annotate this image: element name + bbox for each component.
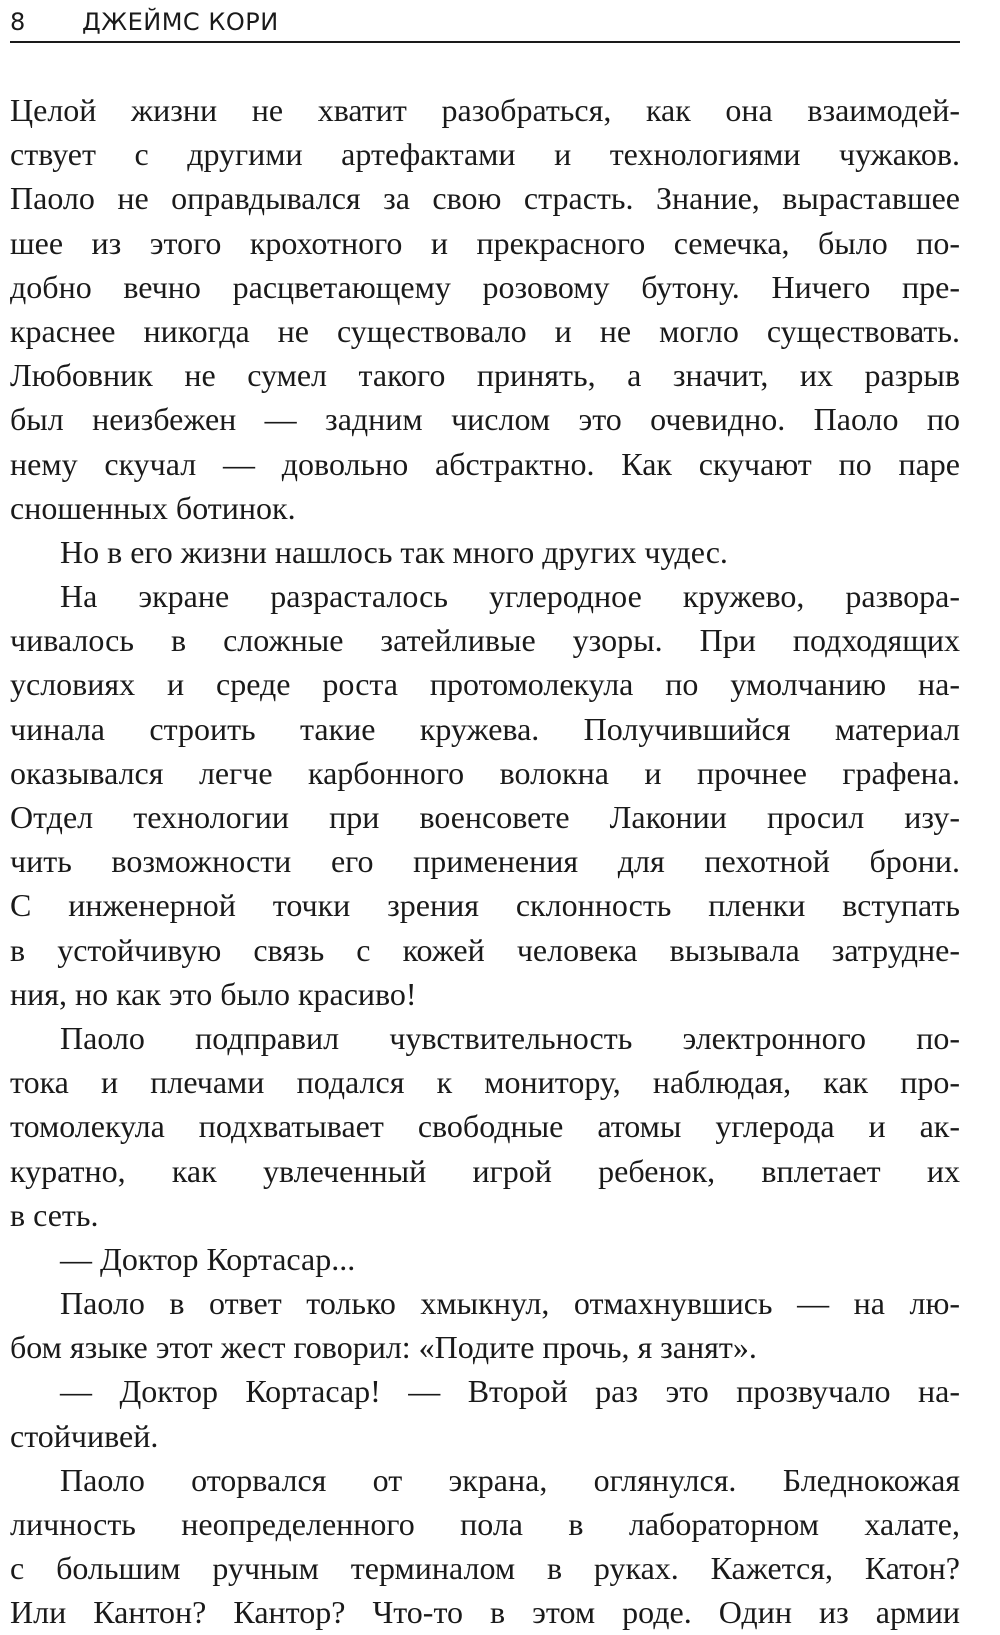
text-line: Паоло в ответ только хмыкнул, отмахнувшись — на лю- [60, 1285, 960, 1322]
text-line: был неизбежен — задним числом это очевидно. Паоло по [10, 401, 960, 438]
text-line: Любовник не сумел такого принять, а значит, их разрыв [10, 357, 960, 394]
text-line: — Доктор Кортасар... [60, 1240, 356, 1277]
body-text [10, 88, 960, 1635]
text-line: тока и плечами подался к монитору, наблюдая, как про- [10, 1064, 960, 1101]
text-line: условиях и среде роста протомолекула по умолчанию на- [10, 666, 960, 703]
text-line: Целой жизни не хватит разобраться, как она взаимодей- [10, 92, 960, 128]
text-line: На экране разрасталось углеродное кружево, развора- [60, 578, 960, 615]
text-line: личность неопределенного пола в лабораторном халате, [10, 1506, 960, 1542]
book-page [10, 0, 960, 1632]
text-line: томолекула подхватывает свободные атомы углерода и ак- [10, 1108, 960, 1145]
text-line: Паоло подправил чувствительность электронного по- [60, 1019, 960, 1056]
page-number: 8 [10, 8, 26, 36]
text-line: оказывался легче карбонного волокна и прочнее графена. [10, 754, 960, 791]
text-line: добно вечно расцветающему розовому бутону. Ничего пре- [10, 268, 960, 305]
text-line: чинала строить такие кружева. Получившийся материал [10, 710, 960, 747]
text-line: Паоло оторвался от экрана, оглянулся. Бледнокожая [60, 1461, 960, 1498]
text-line: куратно, как увлеченный игрой ребенок, вплетает их [10, 1152, 960, 1189]
text-line: ния, но как это было красиво! [10, 975, 417, 1012]
text-line: — Доктор Кортасар! — Второй раз это прозвучало на- [60, 1373, 960, 1410]
text-line: шее из этого крохотного и прекрасного семечка, было по- [10, 224, 960, 261]
text-line: ствует с другими артефактами и технологиями чужаков. [10, 136, 960, 173]
text-line: в устойчивую связь с кожей человека вызывала затрудне- [10, 931, 960, 968]
running-title: ДЖЕЙМС КОРИ [82, 8, 279, 36]
text-line: краснее никогда не существовало и не могло существовать. [10, 312, 960, 349]
text-line: чивалось в сложные затейливые узоры. При подходящих [10, 622, 960, 659]
text-line: стойчивей. [10, 1417, 159, 1454]
text-line: нему скучал — довольно абстрактно. Как скучают по паре [10, 445, 960, 482]
text-line: Отдел технологии при военсовете Лаконии просил изу- [10, 799, 960, 835]
text-line: Паоло не оправдывался за свою страсть. Знание, выраставшее [10, 180, 960, 217]
text-line: сношенных ботинок. [10, 489, 296, 526]
text-line: с большим ручным терминалом в руках. Кажется, Катон? [10, 1550, 960, 1587]
text-line: Но в его жизни нашлось так много других чудес. [60, 533, 728, 570]
text-line: чить возможности его применения для пехотной брони. [10, 843, 960, 880]
text-line: бом языке этот жест говорил: «Подите прочь, я занят». [10, 1329, 757, 1366]
text-line: в сеть. [10, 1196, 99, 1233]
running-head [10, 4, 960, 40]
text-line: Или Кантон? Кантор? Что-то в этом роде. Один из армии [10, 1594, 960, 1631]
text-line: С инженерной точки зрения склонность пленки вступать [10, 887, 960, 924]
header-rule [10, 41, 960, 43]
